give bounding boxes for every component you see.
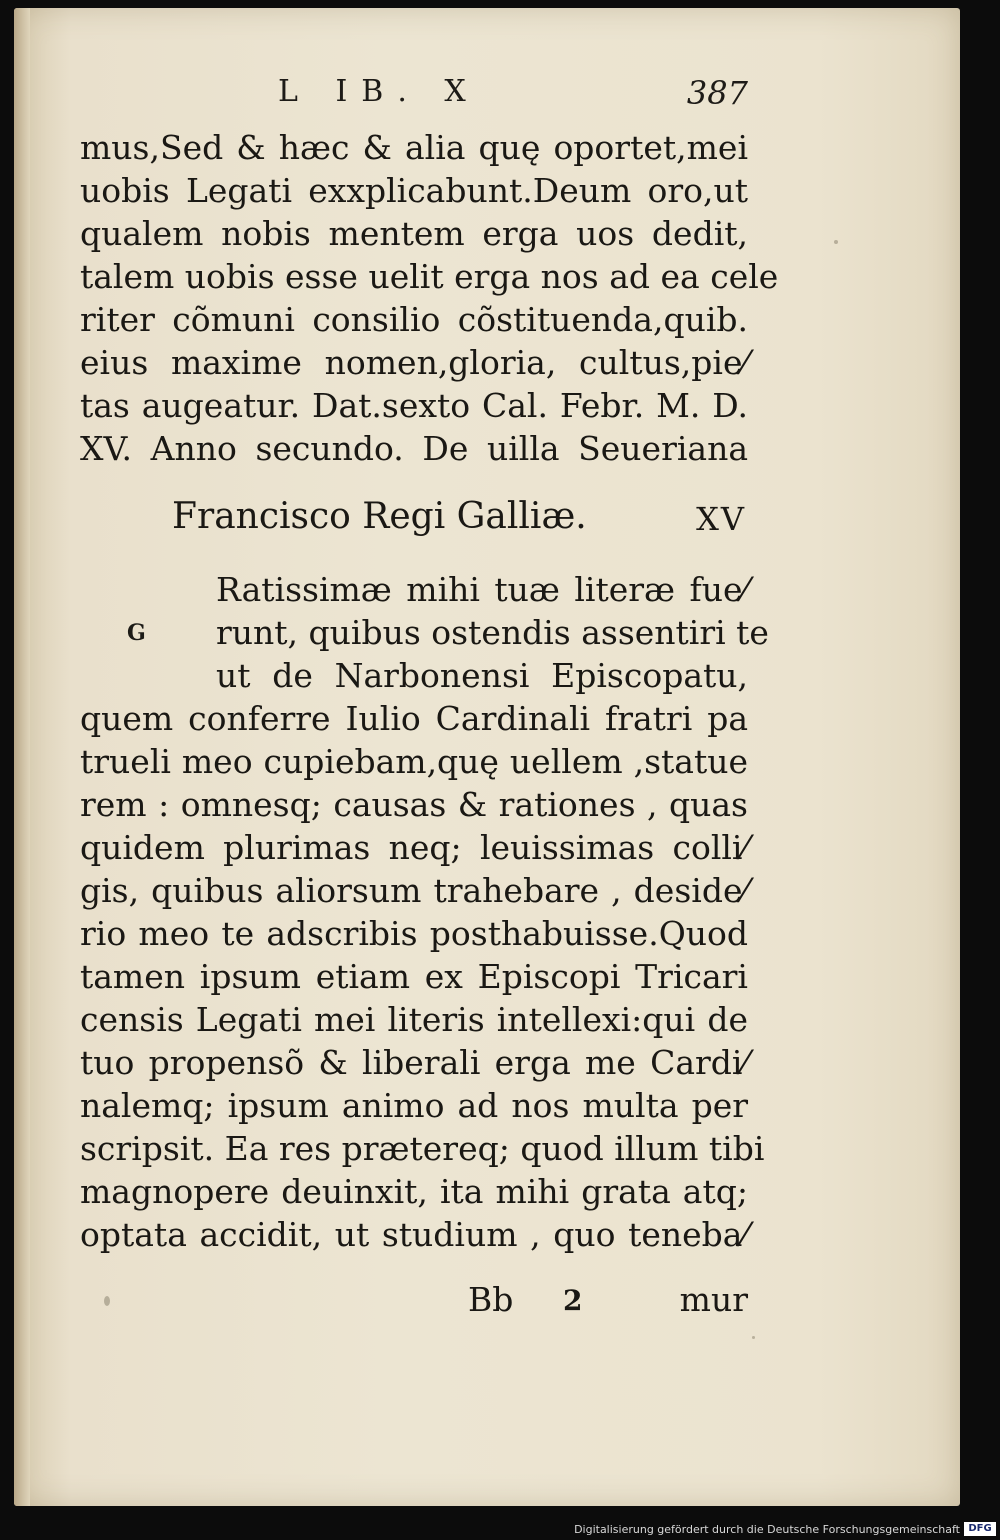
letter-line: rio meo te adscribis posthabuisse.Quod [80, 914, 748, 953]
letter-line: tuo propensõ & liberali erga me Cardi⁄ [80, 1043, 748, 1082]
letter-line: censis Legati mei literis intellexi:qui de [80, 1000, 748, 1039]
text-line: qualem nobis mentem erga uos dedit, [80, 214, 748, 253]
text-line: tas augeatur. Dat.sexto Cal. Febr. M. D. [80, 386, 748, 425]
paper-speck [752, 1336, 755, 1339]
letter-line: ut de Narbonensi Episcopatu, [216, 656, 748, 695]
text-line: XV. Anno secundo. De uilla Seueriana [80, 429, 748, 468]
letter-line: optata accidit, ut studium , quo teneba⁄ [80, 1215, 748, 1254]
letter-line: Ratissimæ mihi tuæ literæ fue⁄ [216, 570, 748, 609]
marginal-note: G [127, 620, 146, 646]
text-line: mus,Sed & hæc & alia quę oportet,mei [80, 128, 748, 167]
page-number: 387 [686, 74, 748, 112]
dfg-logo: DFG [964, 1522, 996, 1536]
letter-line: nalemq; ipsum animo ad nos multa per [80, 1086, 748, 1125]
digitization-credit: Digitalisierung gefördert durch die Deutsche Forschungsgemeinschaft [574, 1523, 960, 1536]
text-block [68, 126, 779, 470]
letter-line: quidem plurimas neq; leuissimas colli⁄ [80, 828, 748, 867]
paper-speck [104, 1296, 110, 1306]
letter-line: trueli meo cupiebam,quę uellem ,statue [80, 742, 748, 781]
letter-line: magnopere deuinxit, ita mihi grata atq; [80, 1172, 748, 1211]
letter-line: tamen ipsum etiam ex Episcopi Tricari [80, 957, 748, 996]
book-page [14, 8, 960, 1506]
letter-number: XV [696, 500, 746, 538]
signature-mark: Bb [468, 1280, 514, 1319]
letter-line: rem : omnesq; causas & rationes , quas [80, 785, 748, 824]
letter-heading [172, 496, 746, 546]
letter-heading-text: Francisco Regi Galliæ. [172, 496, 587, 537]
page-header [68, 74, 748, 114]
page-footer [68, 1280, 748, 1324]
letter-body [68, 568, 769, 1256]
gathering-number: 2 [563, 1284, 583, 1317]
paper-speck [834, 240, 838, 244]
letter-line: gis, quibus aliorsum trahebare , deside⁄ [80, 871, 748, 910]
text-line: riter cõmuni consilio cõstituenda,quib. [80, 300, 748, 339]
catchword: mur [679, 1280, 748, 1319]
text-line: talem uobis esse uelit erga nos ad ea cele [80, 257, 779, 296]
running-head: L IB. X [278, 74, 480, 109]
text-line: uobis Legati exxplicabunt.Deum oro,ut [80, 171, 748, 210]
letter-line: scripsit. Ea res prætereq; quod illum tibi [80, 1129, 765, 1168]
letter-line: runt, quibus ostendis assentiri te [216, 613, 769, 652]
page-edge [14, 8, 30, 1506]
letter-line: quem conferre Iulio Cardinali fratri pa [80, 699, 748, 738]
text-line: eius maxime nomen,gloria, cultus,pie⁄ [80, 343, 748, 382]
